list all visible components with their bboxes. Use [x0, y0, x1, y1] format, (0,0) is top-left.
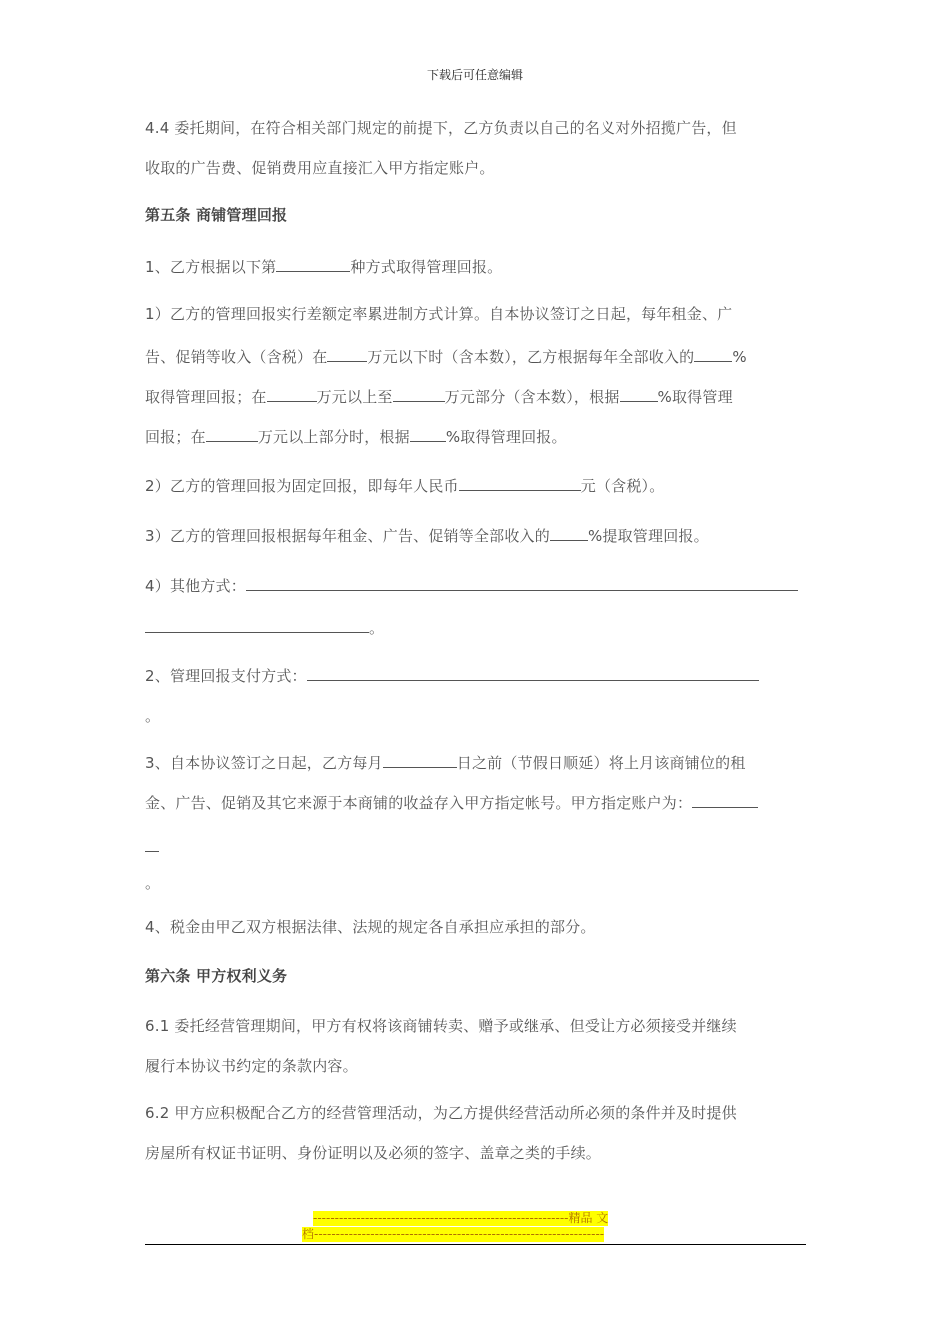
- para-6-2-line-1: 6.2 甲方应积极配合乙方的经营管理活动，为乙方提供经营活动所必须的条件并及时提供: [145, 1104, 737, 1122]
- blank-field: [550, 524, 588, 541]
- item-3-line-1: [145, 751, 746, 773]
- blank-field: [459, 474, 581, 491]
- text: 日之前（节假日顺延）将上月该商铺位的租: [456, 754, 746, 772]
- blank-field: [620, 385, 658, 402]
- option-3: [145, 524, 709, 546]
- article-6-heading: 第六条 甲方权利义务: [145, 967, 288, 985]
- text: 万元部分（含本数），根据: [444, 388, 620, 406]
- text: 告、促销等收入（含税）在: [145, 348, 328, 366]
- text: %取得管理: [657, 388, 733, 406]
- option-1-line-2: [145, 345, 747, 367]
- text: 金、广告、促销及其它来源于本商铺的收益存入甲方指定帐号。甲方指定账户为：: [145, 794, 693, 812]
- blank-field: [410, 425, 446, 442]
- item-1: [145, 255, 502, 277]
- text: 取得管理回报；在: [145, 388, 267, 406]
- footer-divider: [145, 1244, 806, 1245]
- option-4: [145, 574, 798, 596]
- para-4-4-line-1: 4.4 委托期间，在符合相关部门规定的前提下，乙方负责以自己的名义对外招揽广告，但: [145, 119, 737, 137]
- item-2: [145, 664, 759, 686]
- para-4-4-line-2: 收取的广告费、促销费用应直接汇入甲方指定账户。: [145, 159, 495, 177]
- blank-field: [393, 385, 445, 402]
- option-1-line-4: [145, 425, 567, 447]
- text: %提取管理回报。: [587, 527, 709, 545]
- blank-field: [246, 574, 798, 591]
- text: 2、管理回报支付方式：: [145, 667, 307, 685]
- item-4: 4、税金由甲乙双方根据法律、法规的规定各自承担应承担的部分。: [145, 918, 596, 936]
- blank-field: [276, 255, 350, 272]
- page-header: 下载后可任意编辑: [426, 68, 523, 82]
- article-5-heading: 第五条 商铺管理回报: [145, 206, 288, 224]
- para-6-1-line-1: 6.1 委托经营管理期间，甲方有权将该商铺转卖、赠予或继承、但受让方必须接受并继续: [145, 1017, 737, 1035]
- item-3-end: 。: [145, 874, 161, 892]
- text: 万元以上至: [316, 388, 393, 406]
- para-6-2-line-2: 房屋所有权证书证明、身份证明以及必须的签字、盖章之类的手续。: [145, 1144, 602, 1162]
- blank-field: [383, 751, 457, 768]
- text: %: [732, 348, 747, 366]
- blank-field: [267, 385, 317, 402]
- text: 万元以上部分时，根据: [257, 428, 410, 446]
- option-2: [145, 474, 664, 496]
- option-1-line-1: 1）乙方的管理回报实行差额定率累进制方式计算。自本协议签订之日起，每年租金、广: [145, 305, 733, 323]
- blank-field: [206, 425, 258, 442]
- option-4-line-2: [145, 616, 384, 638]
- item-3-line-2: [145, 791, 758, 813]
- para-6-1-line-2: 履行本协议书约定的条款内容。: [145, 1057, 358, 1075]
- option-1-line-3: [145, 385, 733, 407]
- text: 3、自本协议签订之日起，乙方每月: [145, 754, 383, 772]
- text: 2）乙方的管理回报为固定回报，即每年人民币: [145, 477, 459, 495]
- text: 4）其他方式：: [145, 577, 246, 595]
- blank-field: [327, 345, 367, 362]
- blank-field: [307, 664, 759, 681]
- blank-field: [692, 791, 758, 808]
- text: 。: [369, 619, 385, 637]
- footer-watermark-line-1: -----------------------------------------------------------精品 文: [313, 1211, 609, 1225]
- text: %取得管理回报。: [445, 428, 567, 446]
- text: 元（含税）。: [580, 477, 665, 495]
- item-3-line-3: [145, 835, 159, 857]
- item-1-text-b: 种方式取得管理回报。: [350, 258, 503, 276]
- text: 回报；在: [145, 428, 206, 446]
- footer-watermark-line-2: 档-------------------------------------------------------------------: [302, 1227, 605, 1241]
- blank-field: [694, 345, 732, 362]
- item-1-text-a: 1、乙方根据以下第: [145, 258, 277, 276]
- blank-field: [145, 835, 159, 852]
- text: 3）乙方的管理回报根据每年租金、广告、促销等全部收入的: [145, 527, 550, 545]
- blank-field: [145, 616, 369, 633]
- item-2-end: 。: [145, 707, 161, 725]
- text: 万元以下时（含本数），乙方根据每年全部收入的: [367, 348, 695, 366]
